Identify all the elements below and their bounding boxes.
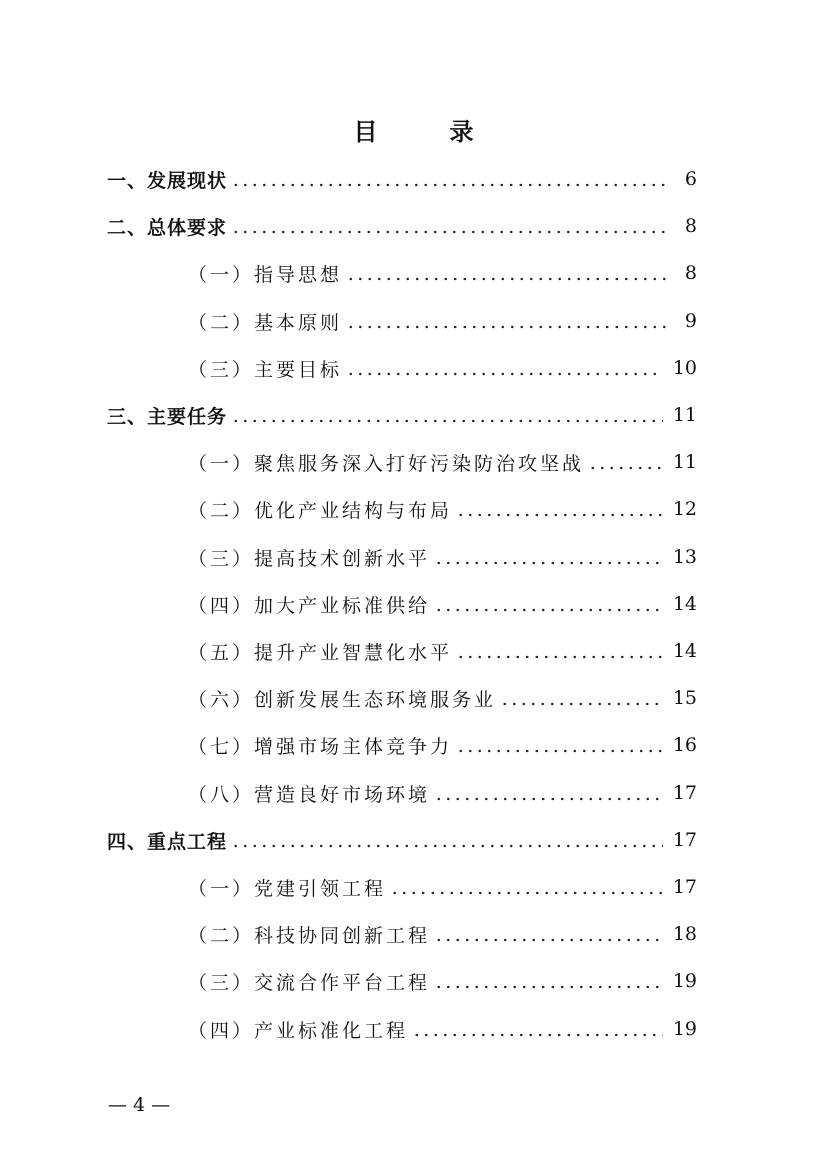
dot-leader bbox=[412, 1019, 663, 1039]
toc-subsection-entry[interactable] bbox=[188, 542, 697, 572]
toc-subsection-entry[interactable] bbox=[188, 919, 697, 949]
dot-leader bbox=[434, 924, 663, 944]
dot-leader bbox=[456, 641, 663, 661]
toc-entry-page-number: 14 bbox=[672, 593, 697, 615]
dot-leader bbox=[231, 830, 663, 850]
toc-entry-label: （一）党建引领工程 bbox=[188, 877, 387, 900]
toc-entry-page-number: 9 bbox=[684, 310, 697, 332]
toc-entry-label: （七）增强市场主体竞争力 bbox=[188, 735, 453, 758]
toc-entry-label: （三）交流合作平台工程 bbox=[188, 971, 431, 994]
dot-leader bbox=[231, 405, 663, 425]
dot-leader bbox=[500, 688, 663, 708]
toc-subsection-entry[interactable] bbox=[188, 258, 697, 288]
toc-entry-label: 一、发展现状 bbox=[107, 169, 228, 192]
toc-entry-label: （六）创新发展生态环境服务业 bbox=[188, 688, 497, 711]
toc-entry-label: 三、主要任务 bbox=[107, 405, 228, 428]
toc-entry-page-number: 15 bbox=[672, 687, 697, 709]
toc-entry-page-number: 10 bbox=[672, 357, 697, 379]
toc-subsection-entry[interactable] bbox=[188, 353, 697, 383]
dot-leader bbox=[346, 358, 663, 378]
toc-subsection-entry[interactable] bbox=[188, 494, 697, 524]
page-number-footer: — 4 — bbox=[108, 1094, 171, 1116]
toc-entry-page-number: 8 bbox=[684, 262, 697, 284]
toc-entry-page-number: 6 bbox=[684, 168, 697, 190]
toc-subsection-entry[interactable] bbox=[188, 683, 697, 713]
dot-leader bbox=[231, 169, 669, 189]
dot-leader bbox=[434, 783, 663, 803]
dot-leader bbox=[346, 311, 669, 331]
toc-subsection-entry[interactable] bbox=[188, 872, 697, 902]
toc-entry-label: （四）加大产业标准供给 bbox=[188, 594, 431, 617]
toc-entry-label: （一）聚焦服务深入打好污染防治攻坚战 bbox=[188, 452, 585, 475]
toc-entry-label: （四）产业标准化工程 bbox=[188, 1019, 409, 1042]
toc-entry-page-number: 11 bbox=[672, 404, 697, 426]
dot-leader bbox=[434, 971, 663, 991]
toc-entry-label: （三）主要目标 bbox=[188, 358, 343, 381]
dot-leader bbox=[456, 735, 663, 755]
toc-subsection-entry[interactable] bbox=[188, 447, 697, 477]
toc-subsection-entry[interactable] bbox=[188, 730, 697, 760]
toc-entry-page-number: 8 bbox=[684, 215, 697, 237]
toc-subsection-entry[interactable] bbox=[188, 306, 697, 336]
toc-entry-page-number: 17 bbox=[672, 782, 697, 804]
dot-leader bbox=[231, 216, 669, 236]
toc-entry-page-number: 18 bbox=[672, 923, 697, 945]
toc-entry-page-number: 13 bbox=[672, 546, 697, 568]
toc-entry-page-number: 19 bbox=[672, 970, 697, 992]
toc-entry-page-number: 19 bbox=[672, 1018, 697, 1040]
toc-entry-page-number: 14 bbox=[672, 640, 697, 662]
dot-leader bbox=[390, 877, 663, 897]
toc-subsection-entry[interactable] bbox=[188, 589, 697, 619]
toc-section-entry[interactable] bbox=[107, 164, 697, 194]
toc-entry-label: （八）营造良好市场环境 bbox=[188, 783, 431, 806]
toc-entry-page-number: 17 bbox=[672, 829, 697, 851]
toc-entry-label: （三）提高技术创新水平 bbox=[188, 547, 431, 570]
toc-entry-label: （二）基本原则 bbox=[188, 311, 343, 334]
toc-entry-page-number: 16 bbox=[672, 734, 697, 756]
toc-entry-page-number: 17 bbox=[672, 876, 697, 898]
toc-entry-label: （一）指导思想 bbox=[188, 263, 343, 286]
toc-subsection-entry[interactable] bbox=[188, 1014, 697, 1044]
toc-entry-label: 二、总体要求 bbox=[107, 216, 228, 239]
toc-entry-page-number: 11 bbox=[672, 451, 697, 473]
dot-leader bbox=[456, 499, 663, 519]
toc-title: 目 录 bbox=[353, 118, 498, 146]
toc-entry-page-number: 12 bbox=[672, 498, 697, 520]
dot-leader bbox=[434, 547, 663, 567]
toc-section-entry[interactable] bbox=[107, 825, 697, 855]
dot-leader bbox=[346, 263, 669, 283]
toc-subsection-entry[interactable] bbox=[188, 636, 697, 666]
toc-entry-label: （二）科技协同创新工程 bbox=[188, 924, 431, 947]
toc-subsection-entry[interactable] bbox=[188, 966, 697, 996]
toc-section-entry[interactable] bbox=[107, 211, 697, 241]
toc-entry-label: 四、重点工程 bbox=[107, 830, 228, 853]
dot-leader bbox=[434, 594, 663, 614]
dot-leader bbox=[588, 452, 663, 472]
toc-entry-label: （五）提升产业智慧化水平 bbox=[188, 641, 453, 664]
toc-subsection-entry[interactable] bbox=[188, 778, 697, 808]
toc-entry-label: （二）优化产业结构与布局 bbox=[188, 499, 453, 522]
toc-section-entry[interactable] bbox=[107, 400, 697, 430]
